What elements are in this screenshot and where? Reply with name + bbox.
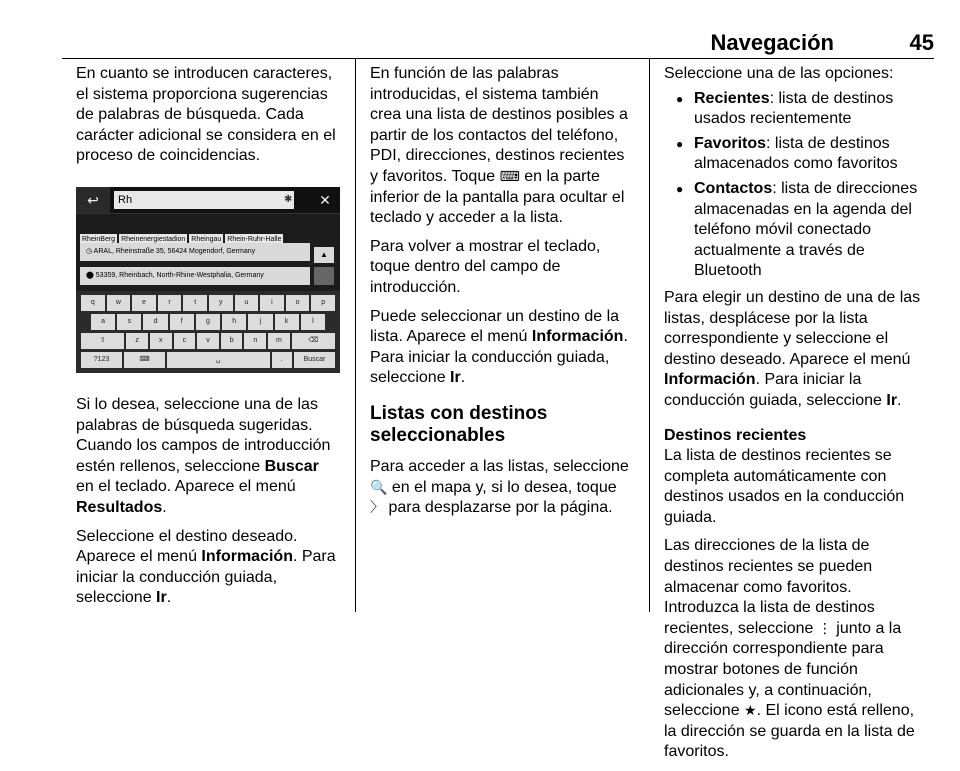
key: q xyxy=(81,295,105,311)
space-key: ␣ xyxy=(167,352,270,368)
hide-keyboard-icon: ⌨ xyxy=(124,352,165,368)
paragraph: En cuanto se introducen caracteres, el sistema proporciona sugerencias de palabras de búsqueda. Cada carácter adicional se considera en el proceso de coincidencias. xyxy=(76,65,336,165)
clear-icon: ✱ xyxy=(284,193,293,205)
paragraph: Las direcciones de la lista de destinos recientes se pueden almacenar como favoritos. Introduzca la lista de destinos recientes, seleccione ⋮ junto a la dirección correspondiente para mostrar botones de función adicionales y, a continuación, seleccione ★. El icono está relleno, la dirección se guarda en la lista de favoritos. xyxy=(664,537,915,761)
keyboard-row xyxy=(80,352,336,368)
key: . xyxy=(272,352,293,368)
key: l xyxy=(301,314,325,330)
backspace-icon: ⌫ xyxy=(292,333,335,349)
key: n xyxy=(244,333,266,349)
key: c xyxy=(174,333,196,349)
header-rule xyxy=(62,58,934,59)
key: d xyxy=(143,314,167,330)
navigation-screenshot xyxy=(76,187,340,373)
key: i xyxy=(260,295,284,311)
back-icon: ↩ xyxy=(76,187,110,213)
paragraph: Seleccione el destino deseado. Aparece el menú Información. Para iniciar la conducción guiada, seleccione Ir. xyxy=(76,527,336,607)
keyboard-row xyxy=(80,295,336,311)
paragraph: Si lo desea, seleccione una de las palabras de búsqueda sugeridas. Cuando los campos de introducción estén rellenos, seleccione Buscar en el teclado. Aparece el menú Resultados. xyxy=(76,395,331,516)
result-row xyxy=(80,243,310,261)
result-row xyxy=(80,267,310,285)
clock-icon: ◷ xyxy=(86,247,94,255)
key: v xyxy=(197,333,219,349)
more-options-icon: ⋮ xyxy=(817,620,832,637)
key: e xyxy=(132,295,156,311)
chevron-right-icon: 〉 xyxy=(370,500,384,517)
location-pin-icon: ⬤ xyxy=(86,271,96,279)
key: b xyxy=(221,333,243,349)
key: u xyxy=(235,295,259,311)
search-bar xyxy=(76,187,340,214)
key: a xyxy=(91,314,115,330)
suggestion-chip: RheinBerg xyxy=(80,234,117,246)
scrollbar xyxy=(314,267,334,285)
section-heading: Listas con destinos seleccionables xyxy=(370,402,548,446)
close-icon: ✕ xyxy=(319,191,331,208)
key: r xyxy=(158,295,182,311)
list-item: ● Favoritos: lista de destinos almacenados como favoritos xyxy=(664,134,928,175)
suggestion-chip: Rhein-Ruhr-Halle xyxy=(225,234,283,246)
key: y xyxy=(209,295,233,311)
page-header xyxy=(62,30,934,56)
scroll-up-icon: ▲ xyxy=(314,247,334,263)
key: p xyxy=(311,295,335,311)
column-1 xyxy=(76,64,340,617)
list-item: ● Recientes: lista de destinos usados recientemente xyxy=(664,89,928,130)
keyboard-row xyxy=(80,333,336,349)
keyboard-icon: ⌨ xyxy=(499,168,520,185)
column-3 xyxy=(664,64,928,771)
paragraph: Puede seleccionar un destino de la lista. Aparece el menú Información. Para iniciar la conducción guiada, seleccione Ir. xyxy=(370,307,628,387)
option-list xyxy=(664,89,928,282)
result-text: ARAL, Rheinstraße 35, 56424 Mogendorf, Germany xyxy=(93,247,256,255)
list-item: ● Contactos: lista de direcciones almacenadas en la agenda del teléfono móvil conectado actualmente a través de Bluetooth xyxy=(664,179,928,282)
column-2 xyxy=(370,64,634,527)
key: w xyxy=(107,295,131,311)
search-key: Buscar xyxy=(294,352,335,368)
paragraph: En función de las palabras introducidas, el sistema también crea una lista de destinos posibles a partir de los contactos del teléfono, PDI, direcciones, destinos recientes y favoritos. Toque ⌨ en la parte inferior de la pantalla para ocultar el teclado y acceder a la lista. xyxy=(370,65,628,227)
star-icon: ★ xyxy=(744,703,757,720)
paragraph: Para elegir un destino de una de las listas, desplácese por la lista correspondiente y seleccione el destino deseado. Aparece el menú Información. Para iniciar la conducción guiada, seleccione Ir. xyxy=(664,288,921,409)
key: m xyxy=(268,333,290,349)
keyboard xyxy=(76,291,340,373)
keyboard-row xyxy=(90,314,326,330)
suggestion-chip: Rheingau xyxy=(189,234,223,246)
paragraph: Para volver a mostrar el teclado, toque dentro del campo de introducción. xyxy=(370,237,601,296)
key: z xyxy=(126,333,148,349)
key: j xyxy=(248,314,272,330)
key: g xyxy=(196,314,220,330)
subheading: Destinos recientes xyxy=(664,426,807,444)
key: k xyxy=(275,314,299,330)
key: t xyxy=(183,295,207,311)
search-input: Rh xyxy=(114,191,294,209)
paragraph: Para acceder a las listas, seleccione 🔍 en el mapa y, si lo desea, toque 〉 para desplazarse por la página. xyxy=(370,457,629,517)
column-divider-2 xyxy=(649,58,650,612)
search-icon: 🔍 xyxy=(370,479,388,496)
key: o xyxy=(286,295,310,311)
key: f xyxy=(170,314,194,330)
suggestion-chip: Rheinenergiestadion xyxy=(119,234,187,246)
suggestion-list xyxy=(80,227,285,243)
page-number: 45 xyxy=(909,30,934,55)
numbers-key: ?123 xyxy=(81,352,122,368)
key: s xyxy=(117,314,141,330)
key: h xyxy=(222,314,246,330)
page-title: Navegación xyxy=(710,30,834,55)
paragraph: La lista de destinos recientes se completa automáticamente con destinos usados en la conducción guiada. xyxy=(664,447,905,526)
column-divider-1 xyxy=(355,58,356,612)
paragraph: Seleccione una de las opciones: xyxy=(664,65,894,82)
shift-icon: ⇧ xyxy=(81,333,124,349)
key: x xyxy=(150,333,172,349)
result-text: 53359, Rheinbach, North-Rhine-Westphalia, Germany xyxy=(95,271,264,279)
